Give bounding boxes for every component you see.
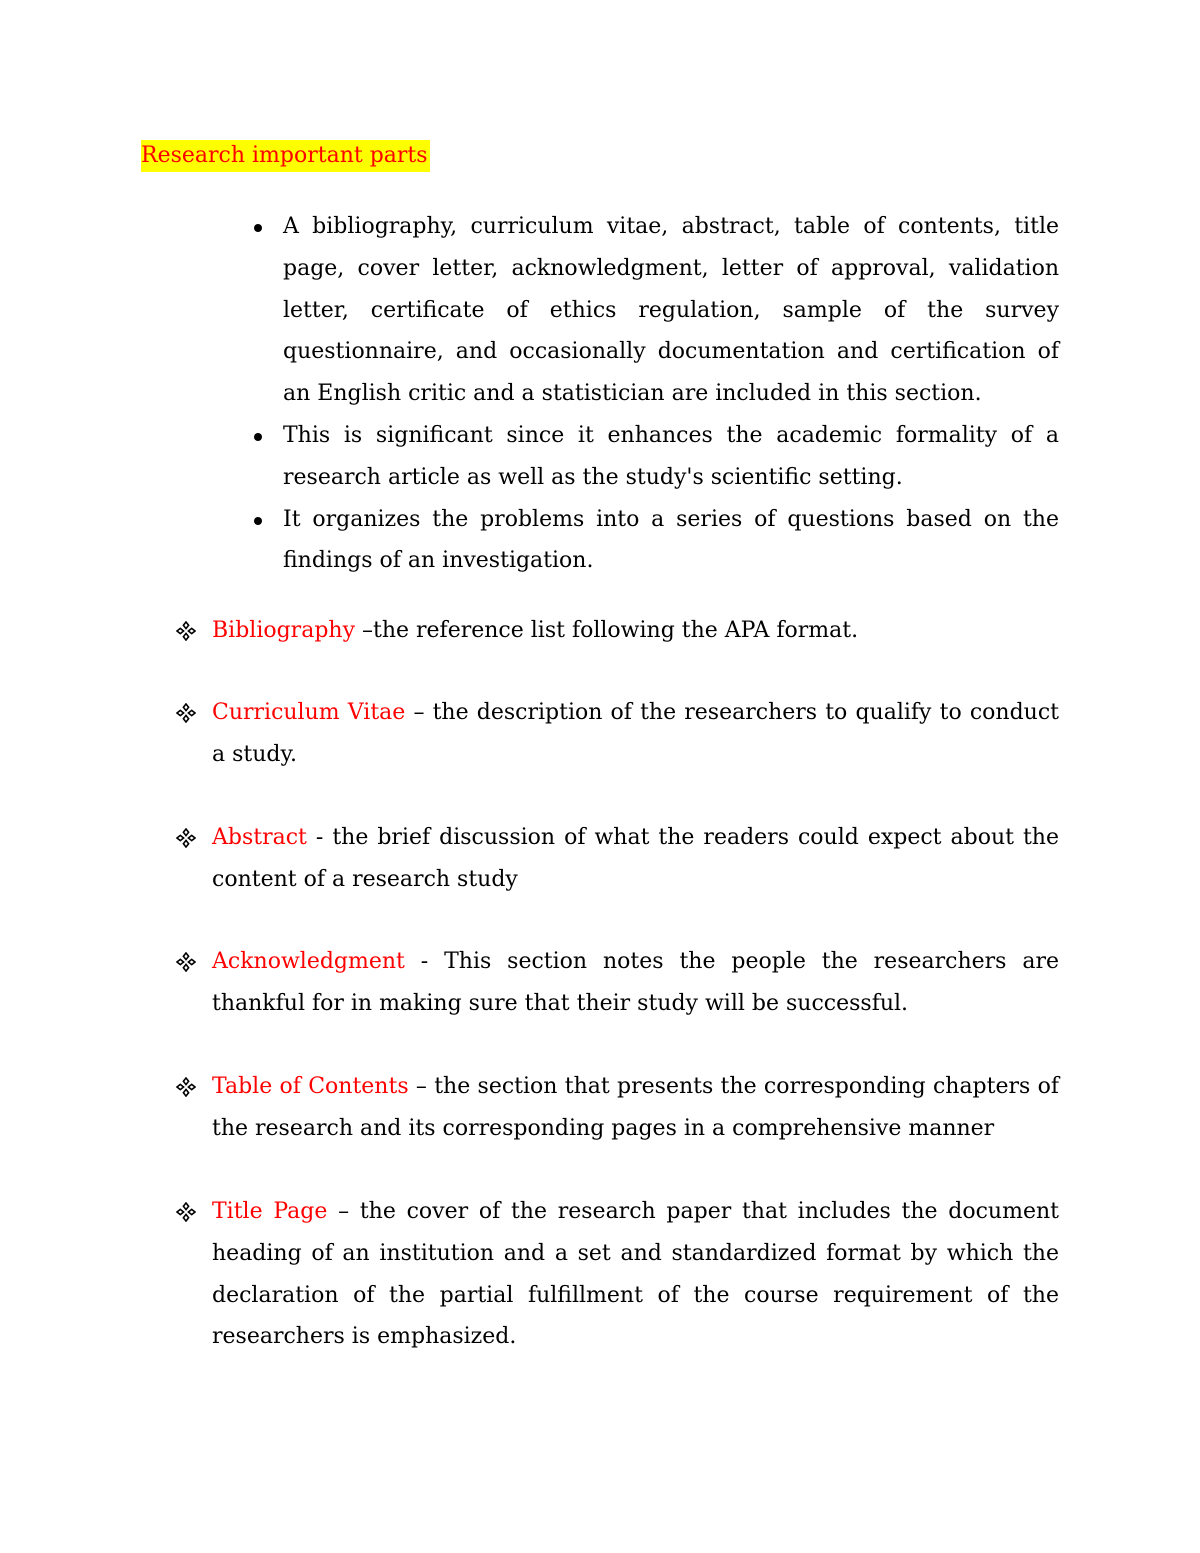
definition-text: – the cover of the research paper that includes the document heading of an institution and a set and standardized format by which the declaration of the partial fulfillment of the course requirement of the researchers is emphasized. bbox=[212, 1199, 1059, 1350]
diamond-bullet-icon bbox=[176, 621, 196, 641]
diamond-bullet-icon bbox=[176, 1077, 196, 1097]
diamond-bullet-icon bbox=[176, 828, 196, 848]
bullet-dot-icon bbox=[254, 224, 262, 232]
bullet-dot-icon bbox=[254, 517, 262, 525]
bullet-item bbox=[283, 415, 1059, 499]
definition-item-abstract bbox=[212, 817, 1059, 901]
definition-term: Table of Contents bbox=[212, 1074, 409, 1099]
definition-term: Curriculum Vitae bbox=[212, 700, 406, 725]
diamond-bullet-icon bbox=[176, 952, 196, 972]
bullet-text: This is significant since it enhances the academic formality of a research article as well as the study's scientific setting. bbox=[283, 422, 1059, 490]
definition-item-title-page bbox=[212, 1191, 1059, 1358]
definition-text: - the brief discussion of what the readers could expect about the content of a research study bbox=[212, 825, 1059, 892]
bullet-text: A bibliography, curriculum vitae, abstract, table of contents, title page, cover letter, acknowledgment, letter of approval, validation letter, certificate of ethics regulation, sample of the survey questionnaire, and occasionally documentation and certification of an English critic and a statistician are included in this section. bbox=[283, 214, 1059, 407]
definition-term: Abstract bbox=[212, 825, 307, 850]
diamond-bullet-icon bbox=[176, 1202, 196, 1222]
definition-item-bibliography bbox=[212, 610, 1059, 652]
definition-text: – the description of the researchers to qualify to conduct a study. bbox=[212, 700, 1059, 767]
definition-item-acknowledgment bbox=[212, 941, 1059, 1025]
bullet-list bbox=[283, 206, 1059, 582]
definition-text: - This section notes the people the researchers are thankful for in making sure that their study will be successful. bbox=[212, 949, 1059, 1016]
section-heading: Research important parts bbox=[141, 140, 430, 172]
bullet-item bbox=[283, 206, 1059, 415]
definition-text: – the section that presents the corresponding chapters of the research and its corresponding pages in a comprehensive manner bbox=[212, 1074, 1059, 1141]
bullet-text: It organizes the problems into a series of questions based on the findings of an investigation. bbox=[283, 506, 1059, 574]
definition-term: Bibliography bbox=[212, 618, 355, 643]
diamond-bullet-icon bbox=[176, 703, 196, 723]
definition-item-table-of-contents bbox=[212, 1066, 1059, 1150]
bullet-dot-icon bbox=[254, 433, 262, 441]
bullet-item bbox=[283, 499, 1059, 583]
definition-text: –the reference list following the APA format. bbox=[355, 618, 859, 643]
definition-item-curriculum-vitae bbox=[212, 692, 1059, 776]
definition-term: Acknowledgment bbox=[212, 949, 405, 974]
definition-term: Title Page bbox=[212, 1199, 328, 1224]
